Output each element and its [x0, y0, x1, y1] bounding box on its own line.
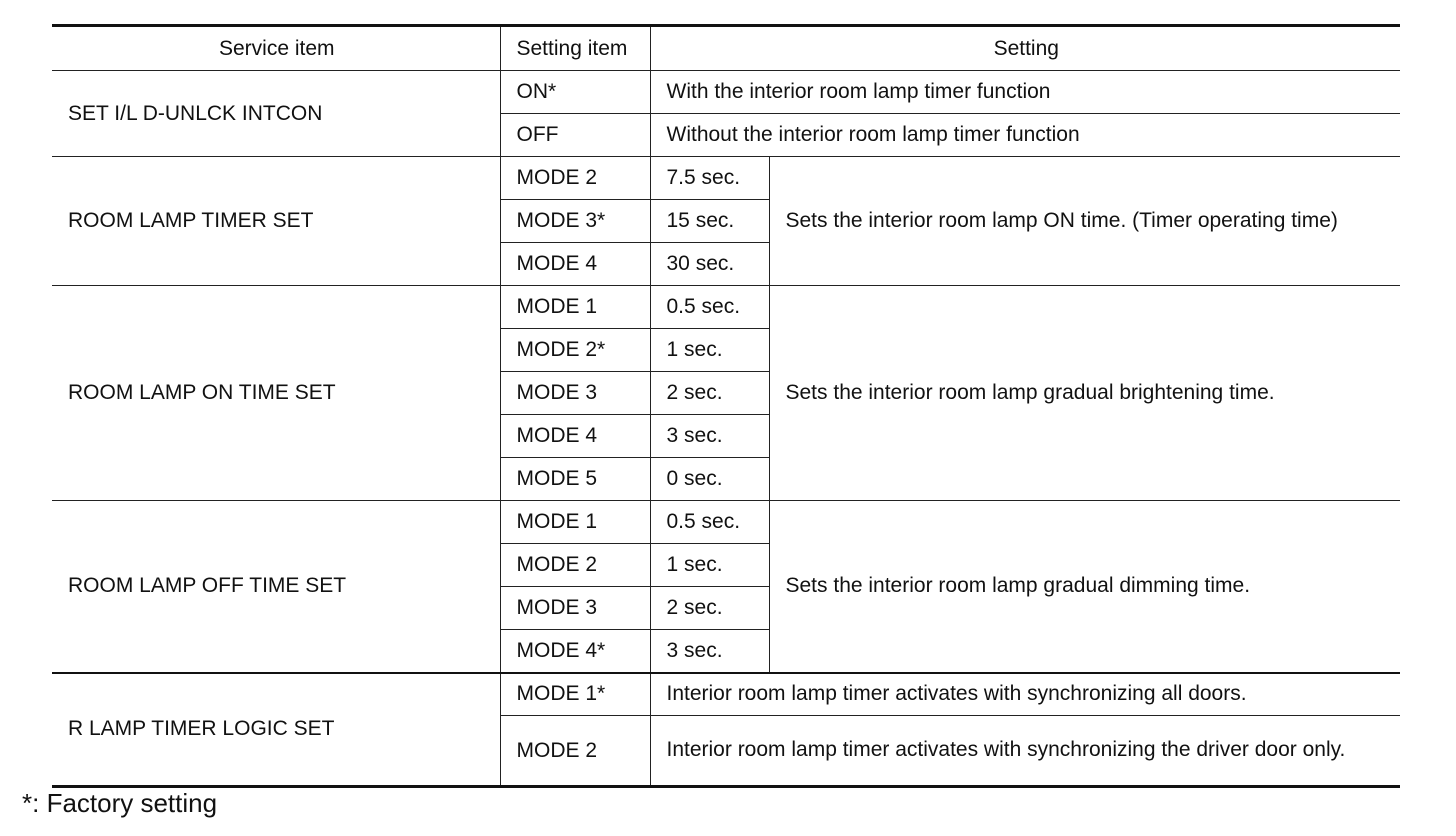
setting-value-cell: 0 sec. [650, 458, 769, 501]
setting-description-cell: Sets the interior room lamp gradual dimming time. [769, 501, 1400, 673]
setting-value-cell: 30 sec. [650, 243, 769, 286]
setting-value-cell: 3 sec. [650, 630, 769, 673]
setting-value-cell: 2 sec. [650, 372, 769, 415]
setting-item-cell: MODE 4 [500, 243, 650, 286]
factory-setting-footnote: *: Factory setting [22, 788, 218, 818]
setting-description-cell: Interior room lamp timer activates with synchronizing the driver door only. [650, 716, 1400, 787]
service-item-cell: ROOM LAMP TIMER SET [52, 157, 500, 286]
setting-value-cell: 15 sec. [650, 200, 769, 243]
table-row [52, 157, 1400, 200]
setting-value-cell: 1 sec. [650, 329, 769, 372]
setting-value-cell: 2 sec. [650, 587, 769, 630]
setting-value-cell: 0.5 sec. [650, 286, 769, 329]
setting-description-cell: Interior room lamp timer activates with synchronizing all doors. [650, 673, 1400, 716]
setting-item-cell: MODE 2 [500, 716, 650, 787]
setting-item-cell: MODE 5 [500, 458, 650, 501]
setting-item-cell: MODE 2 [500, 157, 650, 200]
table-row [52, 71, 1400, 114]
setting-value-cell: 0.5 sec. [650, 501, 769, 544]
setting-item-cell: OFF [500, 114, 650, 157]
header-service-item: Service item [52, 26, 500, 71]
setting-description-cell: Without the interior room lamp timer function [650, 114, 1400, 157]
table-row [52, 673, 1400, 716]
table-row [52, 501, 1400, 544]
header-setting: Setting [650, 26, 1400, 71]
service-item-cell: R LAMP TIMER LOGIC SET [52, 673, 500, 787]
setting-item-cell: MODE 4 [500, 415, 650, 458]
service-item-cell: ROOM LAMP OFF TIME SET [52, 501, 500, 673]
service-settings-table [52, 24, 1400, 788]
table-row [52, 286, 1400, 329]
setting-item-cell: MODE 3 [500, 372, 650, 415]
header-setting-item: Setting item [500, 26, 650, 71]
setting-item-cell: MODE 3* [500, 200, 650, 243]
setting-description-cell: Sets the interior room lamp gradual brightening time. [769, 286, 1400, 501]
setting-value-cell: 1 sec. [650, 544, 769, 587]
setting-description-cell: Sets the interior room lamp ON time. (Timer operating time) [769, 157, 1400, 286]
service-item-cell: ROOM LAMP ON TIME SET [52, 286, 500, 501]
setting-item-cell: MODE 4* [500, 630, 650, 673]
settings-table-container [52, 24, 1400, 788]
setting-description-cell: With the interior room lamp timer function [650, 71, 1400, 114]
setting-item-cell: MODE 2 [500, 544, 650, 587]
setting-value-cell: 7.5 sec. [650, 157, 769, 200]
service-item-cell: SET I/L D-UNLCK INTCON [52, 71, 500, 157]
setting-item-cell: MODE 2* [500, 329, 650, 372]
header-row [52, 26, 1400, 71]
setting-item-cell: ON* [500, 71, 650, 114]
setting-item-cell: MODE 3 [500, 587, 650, 630]
setting-item-cell: MODE 1 [500, 286, 650, 329]
setting-value-cell: 3 sec. [650, 415, 769, 458]
setting-item-cell: MODE 1* [500, 673, 650, 716]
setting-item-cell: MODE 1 [500, 501, 650, 544]
